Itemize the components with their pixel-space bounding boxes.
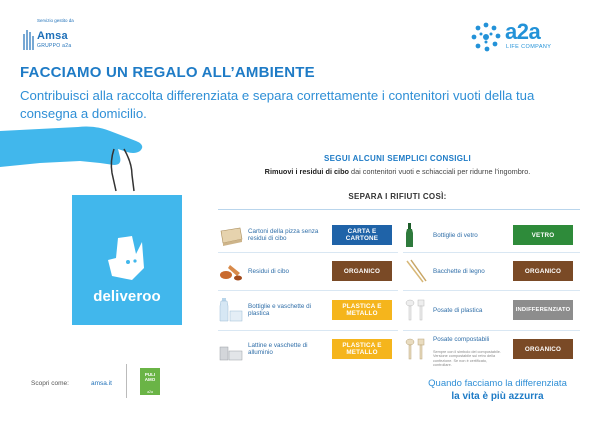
deliveroo-kangaroo-icon [108, 236, 144, 280]
waste-row-glass [403, 220, 580, 250]
consigli-text [210, 167, 585, 176]
a2a-dots-icon [471, 22, 501, 52]
subheadline: Contribuisci alla raccolta differenziata e separa correttamente i contenitori vuoti della tua consegna a domicilio. [20, 88, 535, 121]
tagline-line1: Quando facciamo la differenziata [428, 378, 567, 389]
waste-label: Posate di plastica [433, 306, 483, 314]
waste-label: Cartoni della pizza senza residui di cibo [248, 228, 319, 242]
waste-label: Lattine e vaschette di alluminio [248, 342, 308, 356]
waste-row-plastic [218, 295, 398, 325]
amsa-group: GRUPPO a2a [37, 43, 72, 49]
tagline-line2: la vita è più azzurra [451, 391, 544, 402]
waste-row-chopsticks [403, 256, 580, 286]
consigli-bold: Rimuovi i residui di cibo [264, 167, 350, 176]
waste-row-food [218, 256, 398, 286]
row-divider [218, 290, 398, 291]
consigli-rest: dai contenitori vuoti e schiacciali per ridurne l’ingombro. [349, 167, 531, 176]
row-divider [403, 290, 580, 291]
waste-label: Bottiglie e vaschette di plastica [248, 303, 312, 317]
amsa-skyline-icon [22, 28, 36, 50]
bin-badge-indifferenziato: INDIFFERENZIATO [513, 300, 573, 320]
a2a-logo [471, 19, 571, 56]
puliamo-sub: a2a [147, 390, 153, 394]
amsa-name: Amsa [37, 30, 68, 42]
row-divider [218, 252, 398, 253]
headline: FACCIAMO UN REGALO ALL’AMBIENTE [20, 64, 315, 81]
bin-badge-carta: CARTA E CARTONE [332, 225, 392, 245]
waste-row-compostable [403, 334, 580, 368]
waste-label: Bottiglie di vetro [433, 231, 478, 239]
pizza-box-icon [218, 223, 244, 247]
aluminium-can-icon [218, 337, 244, 361]
bin-badge-plastica: PLASTICA E METALLO [332, 339, 392, 359]
amsa-service-label: Servizio gestito da [37, 18, 74, 23]
waste-row-aluminium [218, 334, 398, 364]
waste-label: Residui di cibo [248, 267, 289, 275]
row-divider [218, 330, 398, 331]
consigli-title: SEGUI ALCUNI SEMPLICI CONSIGLI [324, 154, 471, 163]
a2a-subtitle: LIFE COMPANY [506, 44, 552, 50]
puliamo-badge: PULI AMO [140, 368, 160, 395]
separa-title: SEPARA I RIFIUTI COSÌ: [348, 192, 447, 201]
separator-line [218, 209, 580, 210]
scopri-label: Scopri come: [31, 380, 69, 387]
glass-bottle-icon [403, 223, 429, 247]
bin-badge-organico: ORGANICO [513, 339, 573, 359]
waste-row-plastic-cutlery [403, 295, 580, 325]
chopsticks-icon [403, 259, 429, 283]
bin-badge-vetro: VETRO [513, 225, 573, 245]
waste-note: Sempre con il simbolo del compostabile. Versione compostabile sul retro della confezione. Se non è certificato, controllare. [433, 350, 501, 368]
bag-brand: deliveroo [93, 288, 161, 305]
compostable-cutlery-icon [403, 337, 429, 361]
food-scraps-icon [218, 259, 244, 283]
a2a-name: a2a [505, 19, 541, 44]
plastic-bottle-icon [218, 298, 244, 322]
row-divider [403, 330, 580, 331]
footer-divider [126, 364, 127, 398]
bin-badge-plastica: PLASTICA E METALLO [332, 300, 392, 320]
bin-badge-organico: ORGANICO [513, 261, 573, 281]
waste-label: Posate compostabili [433, 336, 490, 343]
plastic-cutlery-icon [403, 298, 429, 322]
deliveroo-bag [72, 150, 182, 325]
bin-badge-organico: ORGANICO [332, 261, 392, 281]
row-divider [403, 252, 580, 253]
amsa-website-link[interactable]: amsa.it [91, 380, 112, 387]
waste-label: Bacchette di legno [433, 267, 485, 275]
waste-row-pizza [218, 220, 398, 250]
